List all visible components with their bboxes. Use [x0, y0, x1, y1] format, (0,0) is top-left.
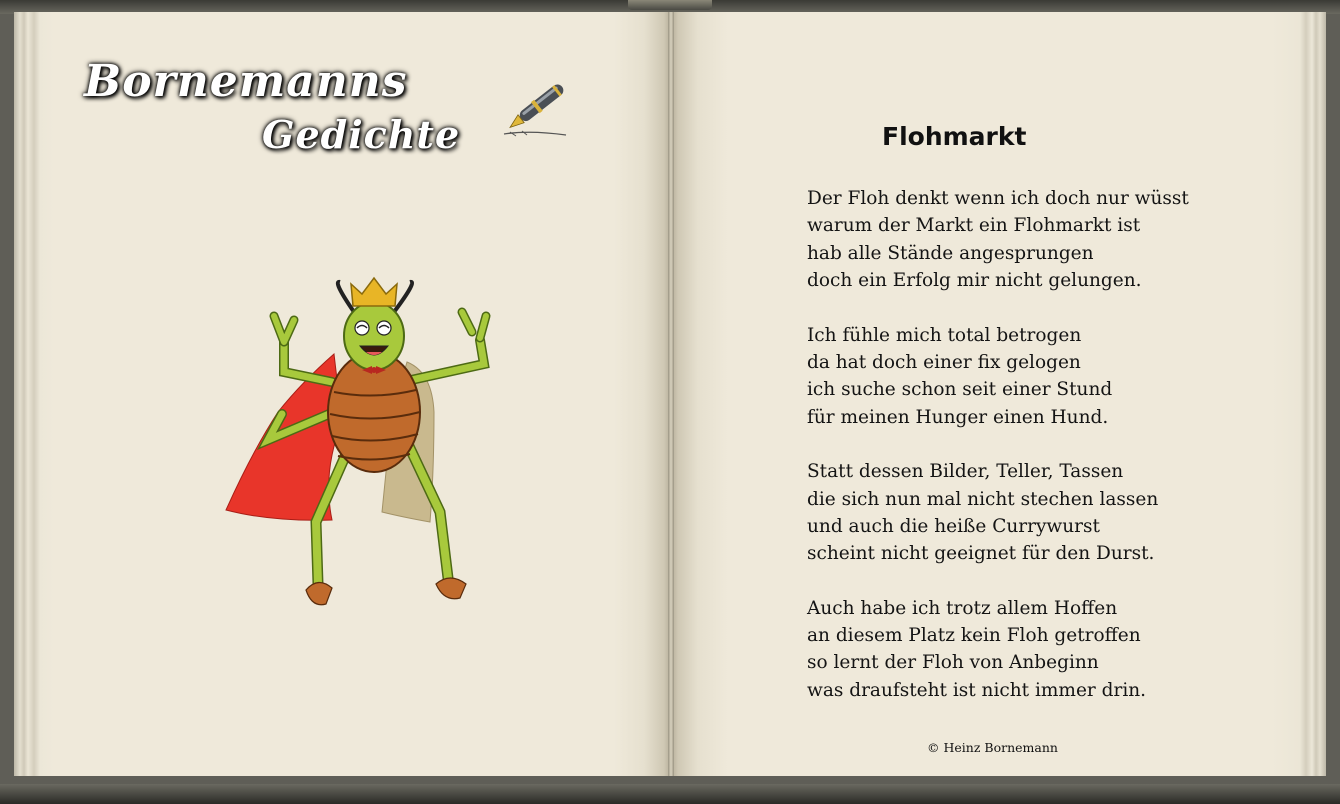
poem-stanza-4: [807, 595, 1189, 705]
poem-stanza-3: [807, 458, 1189, 568]
poem-line: was draufsteht ist nicht immer drin.: [807, 679, 1147, 701]
poem-line: doch ein Erfolg mir nicht gelungen.: [807, 270, 1142, 292]
poem-line: scheint nicht geeignet für den Durst.: [807, 543, 1155, 565]
poem-line: da hat doch einer fix gelogen: [807, 351, 1081, 373]
poem-line: so lernt der Floh von Anbeginn: [807, 652, 1099, 674]
book-cover-bottom: [0, 784, 1340, 804]
site-title-line2: Gedichte: [262, 112, 461, 157]
poem-line: und auch die heiße Currywurst: [807, 515, 1100, 537]
site-title-line1: Bornemanns: [84, 56, 408, 107]
poem-line: für meinen Hunger einen Hund.: [807, 406, 1109, 428]
poem-body: [807, 185, 1189, 731]
poem-stanza-2: [807, 322, 1189, 432]
poem-stanza-1: [807, 185, 1189, 295]
flea-king-illustration: [222, 272, 500, 608]
poem-title: Flohmarkt: [882, 122, 1027, 151]
book-spine: [668, 12, 674, 776]
book-clasp: [628, 0, 712, 10]
poem-line: hab alle Stände angesprungen: [807, 242, 1094, 264]
poem-line: warum der Markt ein Flohmarkt ist: [807, 215, 1141, 237]
poem-line: ich suche schon seit einer Stund: [807, 379, 1113, 401]
poem-line: Der Floh denkt wenn ich doch nur wüsst: [807, 188, 1189, 209]
poem-line: an diesem Platz kein Floh getroffen: [807, 625, 1141, 647]
poem-line: die sich nun mal nicht stechen lassen: [807, 488, 1159, 510]
poem-line: Ich fühle mich total betrogen: [807, 324, 1082, 346]
poem-line: Statt dessen Bilder, Teller, Tassen: [807, 461, 1124, 483]
poem-line: Auch habe ich trotz allem Hoffen: [807, 597, 1118, 619]
fountain-pen-icon: [500, 74, 578, 140]
copyright-notice: © Heinz Bornemann: [927, 740, 1058, 755]
